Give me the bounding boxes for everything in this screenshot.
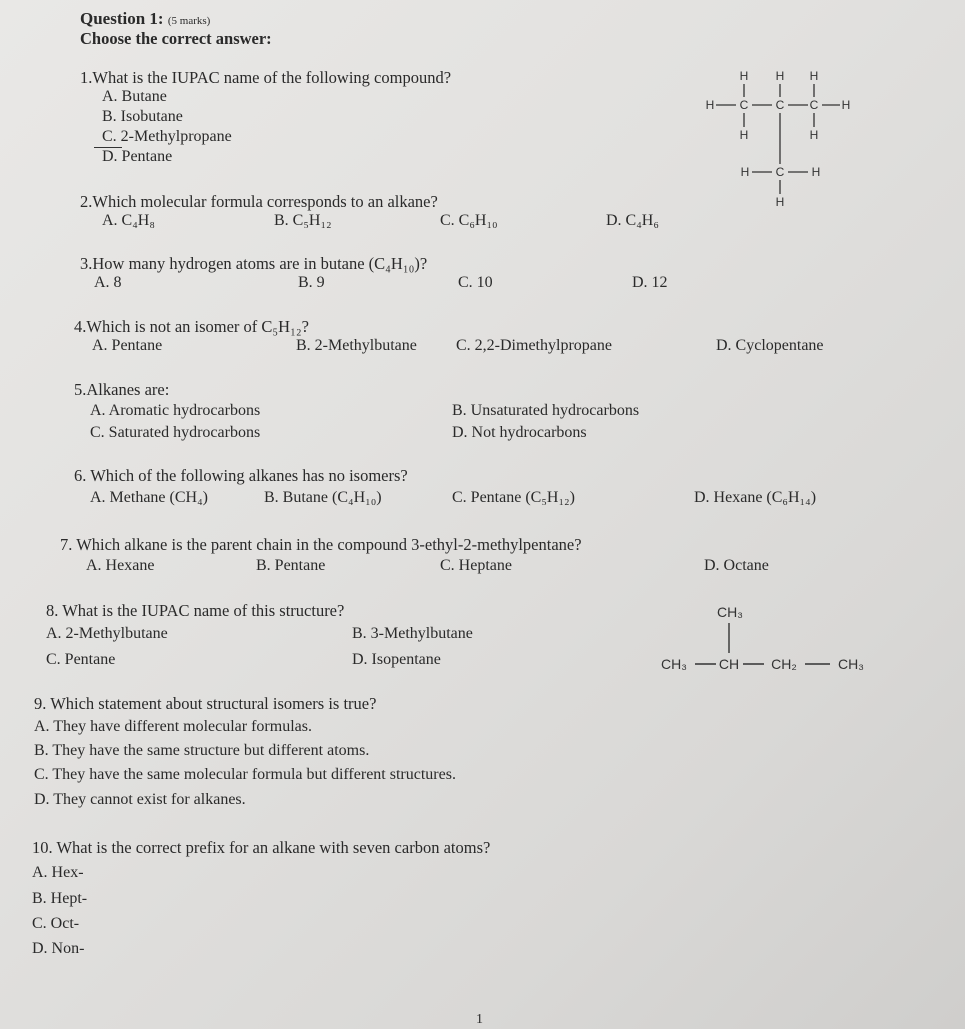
- q10-option-b[interactable]: B. Hept-: [32, 890, 88, 907]
- q5-option-c[interactable]: C. Saturated hydrocarbons: [90, 424, 261, 441]
- h-atom: H: [809, 69, 819, 83]
- h-atom: H: [705, 98, 715, 112]
- question-10-text: 10. What is the correct prefix for an alkane with seven carbon atoms?: [32, 838, 491, 857]
- c-atom: C: [775, 165, 785, 179]
- q2-option-b[interactable]: B. C₅H₁₂: [274, 212, 332, 229]
- q1-option-d[interactable]: D. Pentane: [102, 148, 173, 165]
- q8-option-b[interactable]: B. 3-Methylbutane: [352, 625, 473, 642]
- marks-label: (5 marks): [167, 15, 211, 27]
- q4-option-b[interactable]: B. 2-Methylbutane: [296, 337, 417, 354]
- q3-option-c[interactable]: C. 10: [458, 274, 493, 291]
- question-1-text: 1.What is the IUPAC name of the following compound?: [80, 68, 452, 87]
- q6-option-d[interactable]: D. Hexane (C₆H₁₄): [694, 489, 817, 506]
- c-atom: C: [739, 98, 749, 112]
- question-title-text: Question 1:: [80, 9, 164, 28]
- q9-option-c[interactable]: C. They have the same molecular formula but different structures.: [34, 766, 456, 783]
- q9-option-d[interactable]: D. They cannot exist for alkanes.: [34, 791, 246, 808]
- chain-group: CH₂: [771, 656, 797, 672]
- q4-option-a[interactable]: A. Pentane: [92, 337, 163, 354]
- q2-option-a[interactable]: A. C₄H₈: [102, 212, 155, 229]
- c-atom: C: [775, 98, 785, 112]
- question-4-text: 4.Which is not an isomer of C₅H₁₂?: [74, 317, 309, 336]
- h-atom: H: [740, 165, 750, 179]
- c-atom: C: [809, 98, 819, 112]
- q4-option-c[interactable]: C. 2,2-Dimethylpropane: [456, 337, 612, 354]
- question-2-text: 2.Which molecular formula corresponds to an alkane?: [80, 192, 438, 211]
- structure-2-diagram: [640, 595, 880, 685]
- h-atom: H: [811, 165, 821, 179]
- q7-option-d[interactable]: D. Octane: [704, 557, 769, 574]
- structure-1-diagram: [700, 60, 860, 210]
- q5-option-b[interactable]: B. Unsaturated hydrocarbons: [452, 402, 640, 419]
- question-3-text: 3.How many hydrogen atoms are in butane (C₄H₁₀)?: [80, 254, 428, 273]
- q5-option-d[interactable]: D. Not hydrocarbons: [452, 424, 587, 441]
- q6-option-c[interactable]: C. Pentane (C₅H₁₂): [452, 489, 575, 506]
- chain-group: CH₃: [838, 656, 864, 672]
- q7-option-b[interactable]: B. Pentane: [256, 557, 326, 574]
- q8-option-d[interactable]: D. Isopentane: [352, 651, 441, 668]
- q8-option-a[interactable]: A. 2-Methylbutane: [46, 625, 168, 642]
- q5-option-a[interactable]: A. Aromatic hydrocarbons: [90, 402, 261, 419]
- chain-group: CH₃: [661, 656, 687, 672]
- question-8-text: 8. What is the IUPAC name of this structure?: [46, 601, 345, 620]
- q7-option-a[interactable]: A. Hexane: [86, 557, 155, 574]
- q10-option-c[interactable]: C. Oct-: [32, 915, 80, 932]
- h-atom: H: [775, 69, 785, 83]
- question-7-text: 7. Which alkane is the parent chain in the compound 3-ethyl-2-methylpentane?: [60, 535, 582, 554]
- h-atom: H: [739, 69, 749, 83]
- h-atom: H: [809, 128, 819, 142]
- q2-option-c[interactable]: C. C₆H₁₀: [440, 212, 498, 229]
- chain-group: CH: [718, 656, 740, 672]
- q3-option-b[interactable]: B. 9: [298, 274, 325, 291]
- q8-option-c[interactable]: C. Pentane: [46, 651, 116, 668]
- question-9-text: 9. Which statement about structural isomers is true?: [34, 694, 377, 713]
- question-title: [80, 9, 210, 29]
- q6-option-a[interactable]: A. Methane (CH₄): [90, 489, 208, 506]
- q1-option-c[interactable]: C. 2-Methylpropane: [102, 128, 232, 145]
- h-atom: H: [739, 128, 749, 142]
- q7-option-c[interactable]: C. Heptane: [440, 557, 512, 574]
- q9-option-a[interactable]: A. They have different molecular formulas.: [34, 718, 312, 735]
- q10-option-d[interactable]: D. Non-: [32, 940, 85, 957]
- h-atom: H: [841, 98, 851, 112]
- q9-option-b[interactable]: B. They have the same structure but different atoms.: [34, 742, 370, 759]
- q3-option-a[interactable]: A. 8: [94, 274, 122, 291]
- q2-option-d[interactable]: D. C₄H₆: [606, 212, 659, 229]
- q10-option-a[interactable]: A. Hex-: [32, 864, 84, 881]
- page-number: 1: [476, 1012, 483, 1027]
- branch-methyl: CH₃: [717, 604, 743, 620]
- q1-option-b[interactable]: B. Isobutane: [102, 108, 183, 125]
- h-atom: H: [775, 195, 785, 209]
- q6-option-b[interactable]: B. Butane (C₄H₁₀): [264, 489, 382, 506]
- question-6-text: 6. Which of the following alkanes has no isomers?: [74, 466, 408, 485]
- q3-option-d[interactable]: D. 12: [632, 274, 668, 291]
- question-5-text: 5.Alkanes are:: [74, 380, 170, 399]
- q4-option-d[interactable]: D. Cyclopentane: [716, 337, 824, 354]
- instruction: Choose the correct answer:: [80, 29, 272, 48]
- q1-option-a[interactable]: A. Butane: [102, 88, 167, 105]
